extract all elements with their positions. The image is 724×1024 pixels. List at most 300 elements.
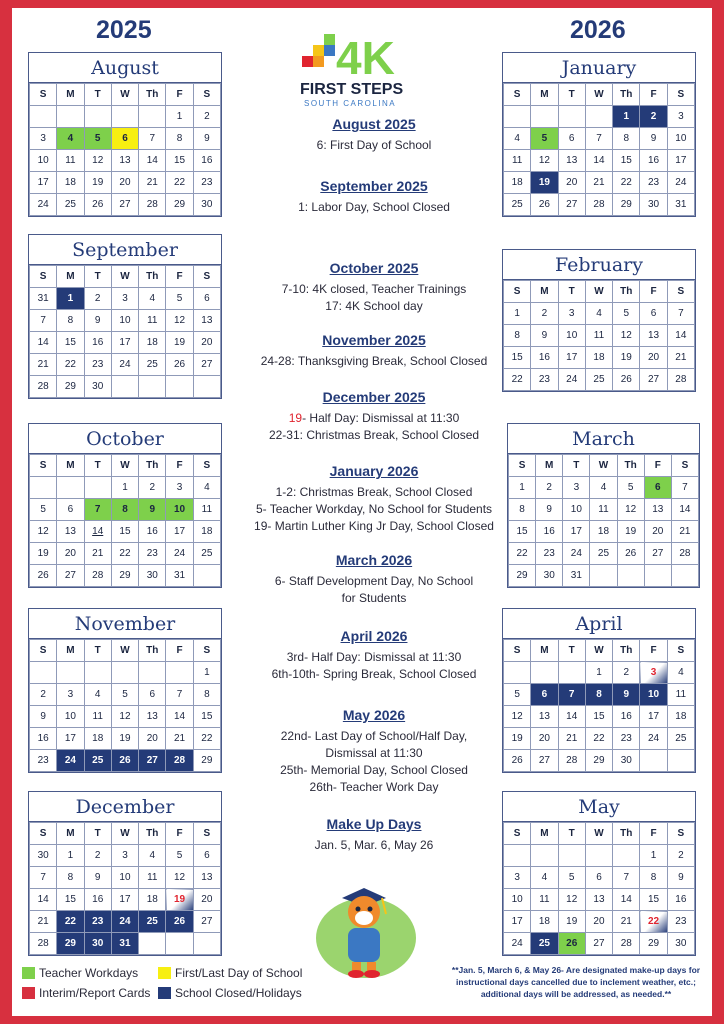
legend-label: School Closed/Holidays — [175, 986, 302, 1000]
day-cell: 18 — [585, 347, 612, 369]
month-name: January — [503, 53, 695, 83]
week-row — [30, 310, 221, 332]
day-cell: 24 — [640, 728, 667, 750]
event-line: 26th- Teacher Work Day — [309, 780, 439, 794]
day-cell: 25 — [57, 194, 84, 216]
weekday-header-row — [504, 823, 695, 845]
week-row — [30, 354, 221, 376]
day-cell: 6 — [644, 477, 671, 499]
day-cell — [139, 106, 166, 128]
day-cell: 4 — [504, 128, 531, 150]
day-cell: 22 — [57, 354, 84, 376]
day-cell: 2 — [531, 303, 558, 325]
month-grid — [503, 822, 695, 955]
day-cell: 14 — [166, 706, 193, 728]
weekday-header-row — [504, 84, 695, 106]
day-cell: 1 — [193, 662, 220, 684]
day-cell — [166, 933, 193, 955]
event-line — [234, 410, 514, 427]
day-cell: 28 — [671, 543, 698, 565]
day-cell — [57, 477, 84, 499]
day-cell: 27 — [193, 911, 220, 933]
day-cell — [531, 106, 558, 128]
day-cell: 2 — [193, 106, 220, 128]
month-grid — [503, 280, 695, 391]
week-row — [30, 750, 221, 772]
day-cell: 29 — [585, 750, 612, 772]
day-cell: 26 — [613, 369, 640, 391]
month-name: March — [508, 424, 699, 454]
day-cell: 11 — [57, 150, 84, 172]
week-row — [30, 867, 221, 889]
week-row — [504, 106, 695, 128]
day-cell: 20 — [558, 172, 585, 194]
day-cell: 9 — [84, 867, 111, 889]
day-cell: 24 — [111, 354, 138, 376]
day-cell: 19 — [531, 172, 558, 194]
day-cell: 26 — [111, 750, 138, 772]
day-cell: 16 — [613, 706, 640, 728]
day-cell — [30, 106, 57, 128]
week-row — [504, 728, 695, 750]
weekday-label: S — [667, 281, 694, 303]
weekday-label: M — [57, 640, 84, 662]
event-heading: September 2025 — [320, 178, 428, 194]
day-cell: 20 — [644, 521, 671, 543]
day-cell: 2 — [30, 684, 57, 706]
day-cell: 20 — [193, 332, 220, 354]
day-cell: 24 — [30, 194, 57, 216]
event-heading: December 2025 — [322, 389, 426, 405]
day-cell: 2 — [84, 288, 111, 310]
svg-text:SOUTH CAROLINA: SOUTH CAROLINA — [304, 99, 397, 108]
day-cell: 6 — [531, 684, 558, 706]
day-cell: 5 — [166, 845, 193, 867]
day-cell: 29 — [57, 933, 84, 955]
weekday-header-row — [30, 455, 221, 477]
event-heading: May 2026 — [342, 707, 406, 723]
day-cell: 2 — [139, 477, 166, 499]
day-cell: 6 — [640, 303, 667, 325]
day-cell: 10 — [57, 706, 84, 728]
day-cell: 1 — [504, 303, 531, 325]
day-cell: 16 — [84, 889, 111, 911]
day-cell — [193, 933, 220, 955]
day-cell: 4 — [84, 684, 111, 706]
day-cell — [531, 662, 558, 684]
day-cell: 12 — [531, 150, 558, 172]
first-steps-logo — [298, 28, 428, 118]
day-cell: 14 — [558, 706, 585, 728]
day-cell: 26 — [617, 543, 644, 565]
day-cell: 21 — [30, 911, 57, 933]
legend-teacher-workdays — [22, 966, 138, 980]
weekday-label: F — [640, 823, 667, 845]
week-row — [30, 933, 221, 955]
day-cell: 19 — [504, 728, 531, 750]
day-cell: 5 — [617, 477, 644, 499]
month-name: October — [29, 424, 221, 454]
day-cell — [671, 565, 698, 587]
day-cell: 27 — [644, 543, 671, 565]
day-cell: 13 — [531, 706, 558, 728]
day-cell: 28 — [84, 565, 111, 587]
day-cell: 24 — [504, 933, 531, 955]
week-row — [504, 325, 695, 347]
day-cell: 29 — [57, 376, 84, 398]
weekday-label: M — [531, 281, 558, 303]
day-cell: 1 — [613, 106, 640, 128]
weekday-label: S — [193, 823, 220, 845]
day-cell: 31 — [166, 565, 193, 587]
month-name: November — [29, 609, 221, 639]
weekday-label: S — [667, 640, 694, 662]
weekday-label: S — [193, 84, 220, 106]
day-cell: 7 — [84, 499, 111, 521]
weekday-label: T — [563, 455, 590, 477]
week-row — [30, 662, 221, 684]
day-cell: 30 — [613, 750, 640, 772]
event-line: Jan. 5, Mar. 6, May 26 — [314, 838, 434, 852]
event-block-3 — [234, 332, 514, 370]
event-line: 17: 4K School day — [325, 299, 423, 313]
event-line: 22nd- Last Day of School/Half Day, — [280, 729, 468, 743]
day-cell: 18 — [57, 172, 84, 194]
day-cell: 4 — [139, 288, 166, 310]
weekday-label: W — [111, 640, 138, 662]
calendar-sheet — [12, 8, 712, 1016]
day-cell: 19 — [84, 172, 111, 194]
day-cell: 11 — [139, 867, 166, 889]
weekday-label: M — [57, 84, 84, 106]
week-row — [504, 889, 695, 911]
day-cell: 18 — [139, 889, 166, 911]
week-row — [504, 706, 695, 728]
month-calendar-may — [502, 791, 696, 956]
day-cell: 2 — [84, 845, 111, 867]
week-row — [504, 369, 695, 391]
day-cell: 6 — [139, 684, 166, 706]
day-cell: 29 — [613, 194, 640, 216]
yellow-swatch — [158, 967, 171, 979]
event-block-1 — [234, 178, 514, 216]
event-block-0 — [234, 116, 514, 154]
day-cell: 27 — [585, 933, 612, 955]
day-cell — [667, 750, 694, 772]
day-cell: 30 — [667, 933, 694, 955]
day-cell — [613, 845, 640, 867]
day-cell — [640, 750, 667, 772]
day-cell: 11 — [531, 889, 558, 911]
legend-label: Interim/Report Cards — [39, 986, 151, 1000]
day-cell: 25 — [84, 750, 111, 772]
day-cell: 22 — [111, 543, 138, 565]
event-block-6 — [234, 552, 514, 607]
day-cell: 10 — [558, 325, 585, 347]
day-cell: 8 — [193, 684, 220, 706]
day-cell: 14 — [671, 499, 698, 521]
day-cell: 29 — [509, 565, 536, 587]
svg-text:4K: 4K — [336, 32, 395, 84]
day-cell — [111, 376, 138, 398]
day-cell: 20 — [531, 728, 558, 750]
day-cell: 23 — [613, 728, 640, 750]
day-cell — [590, 565, 617, 587]
day-cell: 17 — [57, 728, 84, 750]
week-row — [30, 521, 221, 543]
month-calendar-december — [28, 791, 222, 956]
day-cell: 9 — [536, 499, 563, 521]
event-line: 6th-10th- Spring Break, School Closed — [271, 667, 477, 681]
week-row — [509, 543, 699, 565]
day-cell: 22 — [509, 543, 536, 565]
day-cell: 20 — [640, 347, 667, 369]
day-cell: 25 — [590, 543, 617, 565]
event-line: 22-31: Christmas Break, School Closed — [268, 428, 480, 442]
day-cell: 21 — [558, 728, 585, 750]
day-cell: 24 — [57, 750, 84, 772]
day-cell: 8 — [57, 867, 84, 889]
day-cell — [617, 565, 644, 587]
event-heading: August 2025 — [332, 116, 416, 132]
day-cell: 22 — [504, 369, 531, 391]
event-line: 1-2: Christmas Break, School Closed — [275, 485, 473, 499]
weekday-header-row — [30, 640, 221, 662]
weekday-label: M — [531, 640, 558, 662]
day-cell: 30 — [536, 565, 563, 587]
day-cell: 8 — [111, 499, 138, 521]
weekday-label: T — [84, 640, 111, 662]
week-row — [30, 288, 221, 310]
day-cell: 3 — [640, 662, 667, 684]
day-cell: 13 — [640, 325, 667, 347]
weekday-header-row — [509, 455, 699, 477]
week-row — [509, 499, 699, 521]
day-cell: 27 — [111, 194, 138, 216]
day-cell: 6 — [57, 499, 84, 521]
day-cell — [531, 845, 558, 867]
weekday-label: F — [166, 823, 193, 845]
day-cell: 9 — [30, 706, 57, 728]
day-cell: 19 — [617, 521, 644, 543]
day-cell: 20 — [111, 172, 138, 194]
day-cell: 11 — [193, 499, 220, 521]
day-cell: 14 — [30, 332, 57, 354]
day-cell: 14 — [139, 150, 166, 172]
day-cell: 18 — [139, 332, 166, 354]
day-cell: 12 — [30, 521, 57, 543]
event-line: 6: First Day of School — [316, 138, 432, 152]
weekday-label: M — [57, 455, 84, 477]
svg-text:FIRST STEPS: FIRST STEPS — [300, 81, 404, 98]
day-cell: 26 — [166, 354, 193, 376]
day-cell: 15 — [585, 706, 612, 728]
day-cell — [57, 662, 84, 684]
day-cell — [30, 662, 57, 684]
green-swatch — [22, 967, 35, 979]
legend-label: First/Last Day of School — [175, 966, 303, 980]
day-cell: 5 — [111, 684, 138, 706]
day-cell — [166, 376, 193, 398]
day-cell: 7 — [30, 310, 57, 332]
month-grid — [508, 454, 699, 587]
month-calendar-august — [28, 52, 222, 217]
day-cell: 1 — [57, 288, 84, 310]
weekday-header-row — [30, 823, 221, 845]
week-row — [504, 867, 695, 889]
month-name: February — [503, 250, 695, 280]
weekday-label: T — [558, 823, 585, 845]
day-cell — [111, 662, 138, 684]
day-cell: 29 — [640, 933, 667, 955]
month-calendar-january — [502, 52, 696, 217]
day-cell: 29 — [193, 750, 220, 772]
weekday-label: W — [111, 266, 138, 288]
day-cell: 7 — [671, 477, 698, 499]
weekday-label: Th — [613, 640, 640, 662]
day-cell: 2 — [613, 662, 640, 684]
day-cell: 6 — [585, 867, 612, 889]
weekday-label: W — [585, 640, 612, 662]
day-cell: 3 — [558, 303, 585, 325]
red-date: 19 — [288, 411, 303, 425]
day-cell: 11 — [504, 150, 531, 172]
weekday-header-row — [504, 281, 695, 303]
day-cell: 25 — [667, 728, 694, 750]
weekday-label: F — [640, 84, 667, 106]
day-cell: 27 — [139, 750, 166, 772]
week-row — [30, 194, 221, 216]
day-cell: 7 — [166, 684, 193, 706]
day-cell: 7 — [558, 684, 585, 706]
event-heading: October 2025 — [329, 260, 419, 276]
day-cell: 11 — [139, 310, 166, 332]
day-cell: 1 — [585, 662, 612, 684]
weekday-header-row — [504, 640, 695, 662]
day-cell: 4 — [585, 303, 612, 325]
week-row — [504, 684, 695, 706]
event-line: 6- Staff Development Day, No School — [274, 574, 474, 588]
week-row — [504, 303, 695, 325]
day-cell: 10 — [563, 499, 590, 521]
day-cell: 4 — [667, 662, 694, 684]
weekday-label: S — [193, 266, 220, 288]
day-cell: 28 — [558, 750, 585, 772]
week-row — [504, 845, 695, 867]
event-heading: January 2026 — [329, 463, 419, 479]
event-heading: Make Up Days — [326, 816, 422, 832]
month-grid — [29, 265, 221, 398]
weekday-label: F — [166, 640, 193, 662]
day-cell: 3 — [166, 477, 193, 499]
week-row — [30, 706, 221, 728]
weekday-label: S — [504, 640, 531, 662]
day-cell: 23 — [193, 172, 220, 194]
day-cell: 21 — [30, 354, 57, 376]
weekday-label: S — [30, 455, 57, 477]
day-cell: 5 — [84, 128, 111, 150]
day-cell: 26 — [30, 565, 57, 587]
day-cell: 28 — [30, 376, 57, 398]
day-cell: 8 — [640, 867, 667, 889]
day-cell: 22 — [166, 172, 193, 194]
day-cell: 24 — [166, 543, 193, 565]
day-cell: 23 — [139, 543, 166, 565]
day-cell: 13 — [139, 706, 166, 728]
week-row — [509, 565, 699, 587]
day-cell: 22 — [57, 911, 84, 933]
day-cell: 9 — [139, 499, 166, 521]
day-cell: 5 — [166, 288, 193, 310]
day-cell: 20 — [193, 889, 220, 911]
day-cell: 16 — [536, 521, 563, 543]
day-cell: 18 — [84, 728, 111, 750]
fox-mascot-graphic — [312, 876, 422, 984]
day-cell: 15 — [111, 521, 138, 543]
day-cell — [57, 106, 84, 128]
day-cell: 16 — [640, 150, 667, 172]
event-line: 24-28: Thanksgiving Break, School Closed — [260, 354, 488, 368]
day-cell: 12 — [84, 150, 111, 172]
weekday-label: Th — [613, 823, 640, 845]
day-cell: 14 — [613, 889, 640, 911]
day-cell: 31 — [667, 194, 694, 216]
event-line: 25th- Memorial Day, School Closed — [280, 763, 468, 777]
day-cell: 7 — [667, 303, 694, 325]
weekday-label: T — [84, 455, 111, 477]
month-grid — [503, 83, 695, 216]
month-name: May — [503, 792, 695, 822]
day-cell: 17 — [563, 521, 590, 543]
weekday-label: S — [504, 84, 531, 106]
weekday-label: W — [111, 455, 138, 477]
year-2025: 2025 — [96, 16, 152, 44]
day-cell: 28 — [613, 933, 640, 955]
day-cell: 1 — [509, 477, 536, 499]
day-cell: 20 — [139, 728, 166, 750]
day-cell: 25 — [193, 543, 220, 565]
month-grid — [29, 822, 221, 955]
day-cell: 31 — [30, 288, 57, 310]
day-cell: 11 — [590, 499, 617, 521]
day-cell: 23 — [84, 354, 111, 376]
weekday-label: F — [640, 640, 667, 662]
day-cell: 22 — [613, 172, 640, 194]
day-cell: 15 — [166, 150, 193, 172]
day-cell: 21 — [84, 543, 111, 565]
year-2026: 2026 — [570, 16, 626, 44]
week-row — [504, 750, 695, 772]
event-block-7 — [234, 628, 514, 683]
legend-first-last-day — [158, 966, 302, 980]
day-cell: 3 — [57, 684, 84, 706]
day-cell: 5 — [613, 303, 640, 325]
day-cell: 17 — [667, 150, 694, 172]
weekday-label: Th — [139, 823, 166, 845]
day-cell: 16 — [193, 150, 220, 172]
day-cell — [166, 662, 193, 684]
day-cell: 2 — [640, 106, 667, 128]
day-cell — [111, 106, 138, 128]
day-cell: 30 — [139, 565, 166, 587]
event-heading: April 2026 — [340, 628, 408, 644]
day-cell: 4 — [531, 867, 558, 889]
day-cell: 27 — [531, 750, 558, 772]
day-cell: 22 — [585, 728, 612, 750]
day-cell: 3 — [667, 106, 694, 128]
day-cell: 6 — [558, 128, 585, 150]
event-line: 7-10: 4K closed, Teacher Trainings — [281, 282, 467, 296]
